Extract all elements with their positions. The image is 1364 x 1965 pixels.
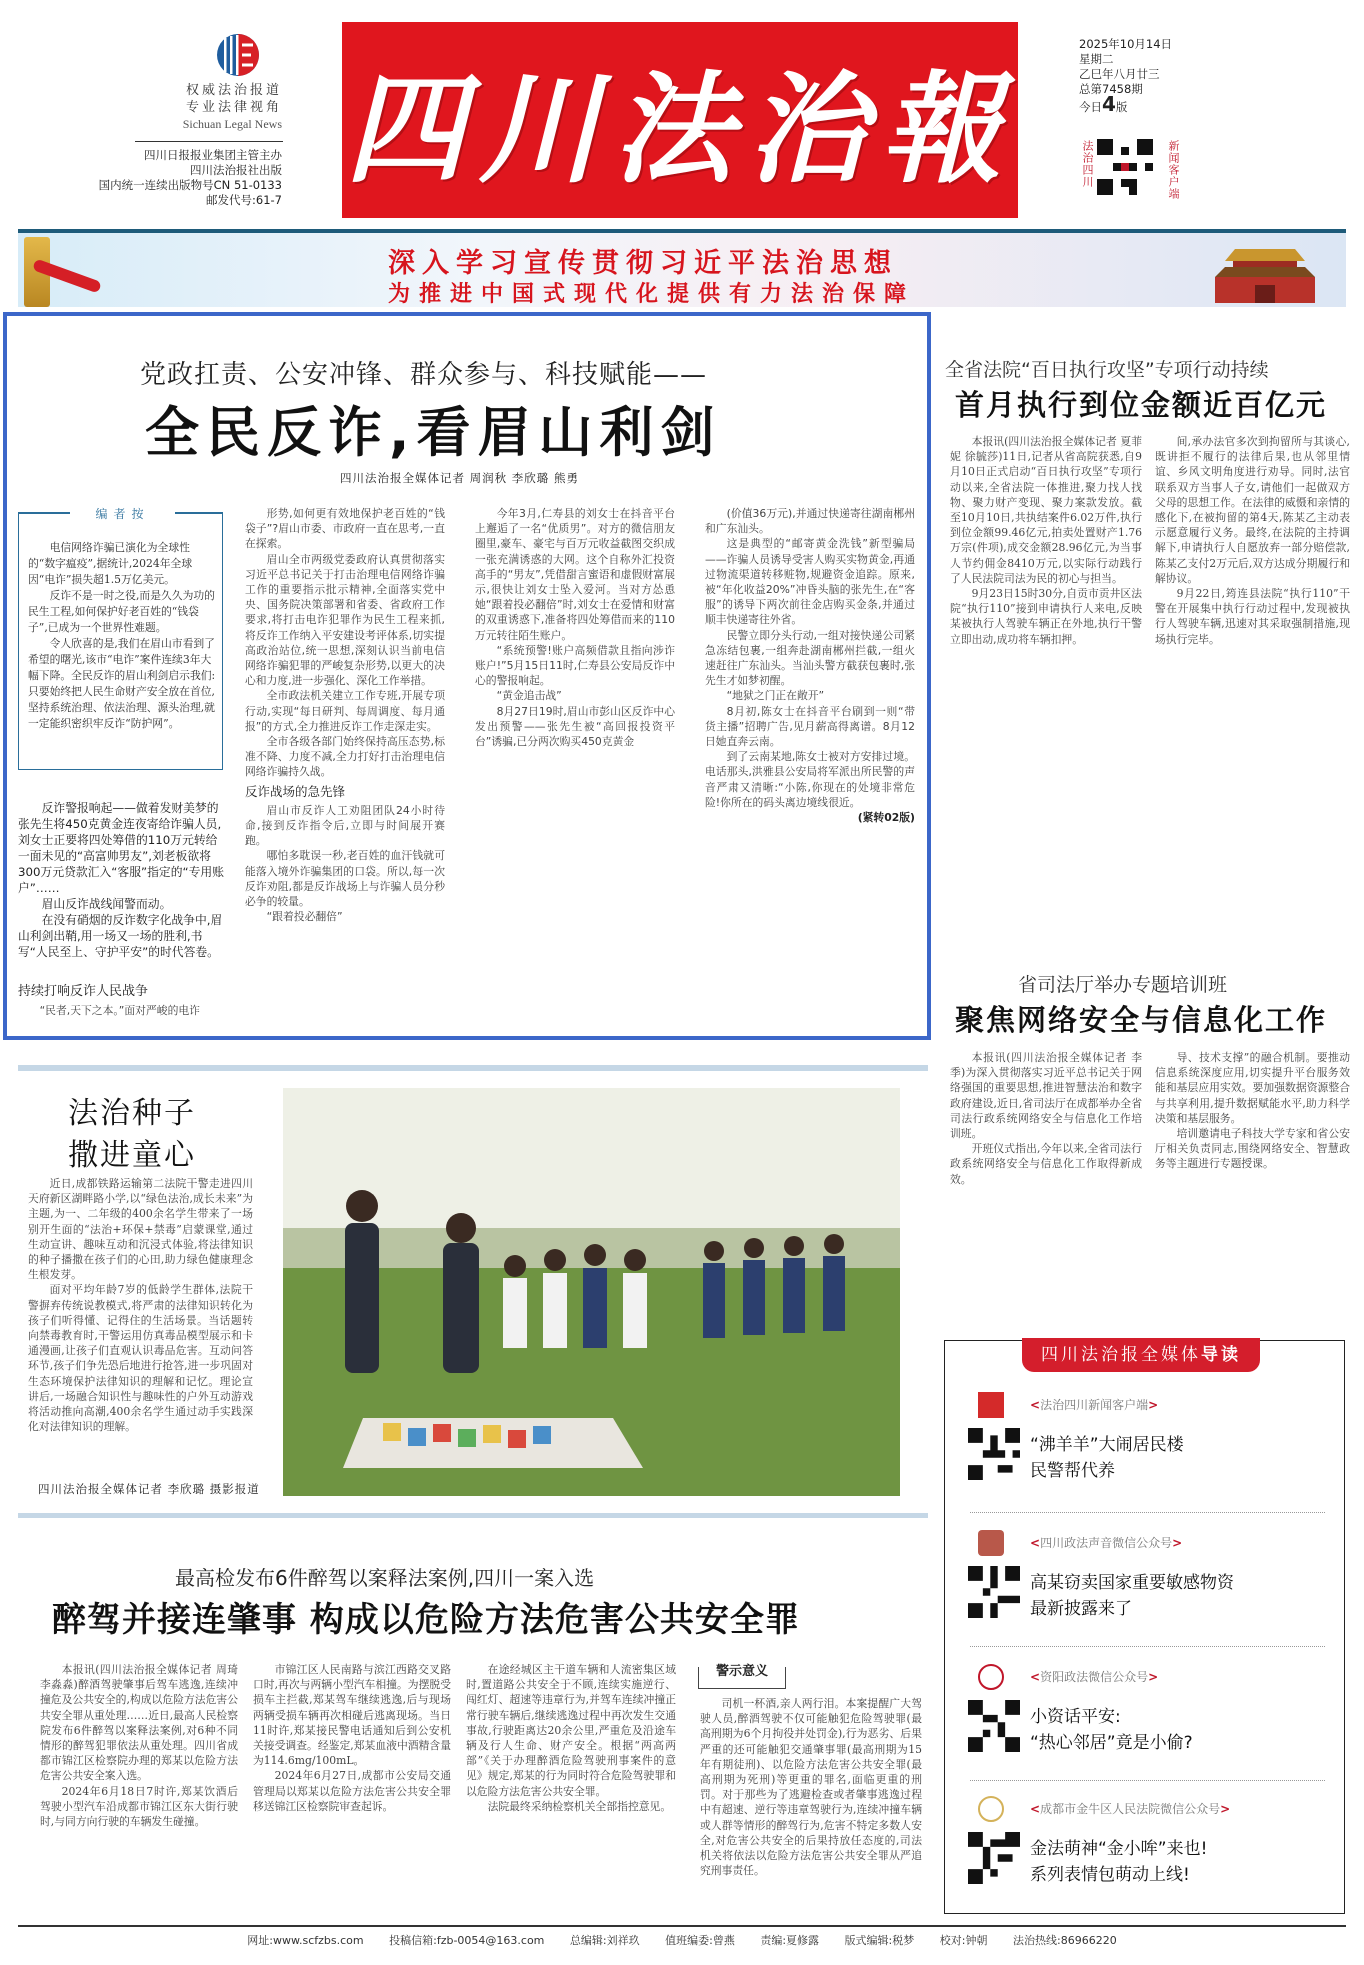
pub-info-line: 邮发代号:61-7 bbox=[206, 193, 282, 207]
body-paragraph: 到了云南某地,陈女士被对方安排过境。电话那头,洪雅县公安局将军派出所民警的声音严肃又清晰:“小陈,你现在的处境非常危险!你所在的码头离边境线很近。 bbox=[705, 750, 915, 809]
banner-line-1: 深入学习宣传贯彻习近平法治思想 bbox=[388, 248, 898, 279]
right1-column-1 bbox=[950, 434, 1142, 944]
guide-headline[interactable] bbox=[1030, 1704, 1193, 1756]
qr-code-icon[interactable] bbox=[968, 1566, 1020, 1618]
footer-email[interactable]: 投稿信箱:fzb-0054@163.com bbox=[389, 1934, 545, 1947]
section-subhead: 持续打响反诈人民战争 bbox=[18, 984, 149, 999]
dd-column-3 bbox=[466, 1662, 676, 1912]
right2-column-1 bbox=[950, 1050, 1142, 1326]
footer-duty-editor: 值班编委:曾燕 bbox=[665, 1934, 735, 1947]
bracket-icon: < bbox=[1030, 1802, 1041, 1816]
page-count-number: 4 bbox=[1102, 92, 1116, 116]
body-paragraph: “地狱之门正在敞开” bbox=[726, 689, 825, 703]
guide-source bbox=[1030, 1800, 1230, 1817]
editor-note-paragraph: 电信网络诈骗已演化为全球性的“数字瘟疫”,据统计,2024年全球因“电诈”损失超1.5万亿美元。 bbox=[28, 541, 193, 586]
dotted-divider bbox=[970, 1780, 1325, 1781]
bracket-icon: < bbox=[1030, 1398, 1041, 1412]
date-block bbox=[1079, 37, 1172, 115]
guide-headline[interactable] bbox=[1030, 1432, 1184, 1484]
bracket-icon: < bbox=[1030, 1536, 1041, 1550]
section-divider bbox=[18, 1065, 928, 1071]
body-paragraph: 2024年6月27日,成都市公安局交通管理局以郑某以危险方法危害公共安全罪移送锦江区检察院审查起诉。 bbox=[253, 1769, 451, 1813]
guide-headline-line: 小资话平安: bbox=[1030, 1707, 1121, 1727]
body-paragraph: 今年3月,仁寿县的刘女士在抖音平台上邂逅了一名“优质男”。对方的微信朋友圈里,豪车、豪宅与百万元收益截图交织成一张充满诱惑的大网。这个自称外汇投资高手的“男友”,凭借甜言蜜语和虚假财富展示,很快让刘女士坠入爱河。当对方怂恿她“跟着投必翻倍”时,刘女士在爱情和财富的双重诱惑下,准备将四处筹借而来的110万元转往陌生账户。 bbox=[475, 507, 675, 642]
masthead-slogans bbox=[130, 82, 282, 133]
feature-headline: 全民反诈,看眉山利剑 bbox=[145, 401, 722, 464]
bracket-icon: > bbox=[1148, 1398, 1159, 1412]
editor-note-title: 编者按 bbox=[70, 505, 175, 522]
media-guide-title bbox=[1022, 1338, 1260, 1372]
guide-headline-line: 最新披露来了 bbox=[1030, 1599, 1132, 1619]
body-paragraph: 面对平均年龄7岁的低龄学生群体,法院干警摒弃传统说教模式,将严肃的法律知识转化为孩子们听得懂、记得住的生活场景。当话题转向禁毒教育时,干警运用仿真毒品模型展示和卡通漫画,让孩子们直观认识毒品危害。互动问答环节,孩子们争先恐后地进行抢答,进一步巩固对生态环境保护法律知识的理解和记忆。理论宣讲后,一场融合知识性与趣味性的户外互动游戏将活动推向高潮,400余名学生通过动手实践深化对法律知识的理解。 bbox=[28, 1283, 253, 1434]
feature-column-2 bbox=[475, 506, 675, 1026]
divider bbox=[135, 141, 283, 142]
body-paragraph: 9月23日15时30分,自贡市贡井区法院“执行110”接到申请执行人来电,反映某被执行人驾驶车辆正在外地,执行干警立即出动,成功将车辆扣押。 bbox=[950, 587, 1142, 646]
guide-source-text: 成都市金牛区人民法院微信公众号 bbox=[1040, 1802, 1221, 1816]
guide-source bbox=[1030, 1668, 1158, 1685]
right1-kicker: 全省法院“百日执行攻坚”专项行动持续 bbox=[945, 359, 1269, 381]
nameplate-text: 四川法治報 bbox=[345, 59, 1015, 200]
lead-paragraph: 眉山反诈战线闻警而动。 bbox=[41, 897, 172, 911]
english-name: Sichuan Legal News bbox=[182, 117, 282, 131]
right2-column-2 bbox=[1155, 1050, 1350, 1326]
dd-column-1 bbox=[40, 1662, 238, 1912]
body-paragraph: 本报讯(四川法治报全媒体记者 夏菲妮 徐毓莎)11日,记者从省高院获悉,自9月10日正式启动“百日执行攻坚”专项行动以来,全省法院一体推进,聚力找人找物、聚力财产变现、聚力案款发放。截至10月10日,共执结案件6.02万件,执行到位金额99.46亿元,拍卖处置财产1.76万宗(件项),成交金额28.96亿元,为当事人节约佣金8410万元,以实际行动践行了人民法院司法为民的初心与担当。 bbox=[950, 435, 1142, 585]
dotted-divider bbox=[970, 1512, 1325, 1513]
editor-note-paragraph: 令人欣喜的是,我们在眉山市看到了希望的曙光,该市“电诈”案件连续3年大幅下降。全民反诈的眉山利剑启示我们:只要始终把人民生命财产安全放在首位,坚持系统治理、依法治理、源头治理,就一定能织密织牢反诈“防护网”。 bbox=[28, 637, 216, 730]
bracket-icon: > bbox=[1148, 1670, 1159, 1684]
body-paragraph: 民警立即分头行动,一组对接快递公司紧急冻结包裹,一组奔赴湖南郴州拦截,一组火速赶往广东汕头。当汕头警方截获包裹时,张先生才如梦初醒。 bbox=[705, 628, 915, 688]
nameplate bbox=[342, 22, 1018, 218]
issue-number: 总第7458期 bbox=[1079, 82, 1143, 96]
footer-proofreader: 校对:钟朝 bbox=[939, 1934, 988, 1947]
sichuan-zhengfa-logo-icon bbox=[978, 1530, 1004, 1556]
body-paragraph: 8月27日19时,眉山市彭山区反诈中心发出预警——张先生被“高回报投资平台”诱骗,已分两次购买450克黄金 bbox=[475, 704, 675, 749]
photo-illustration bbox=[283, 1088, 900, 1496]
footer-chief-editor: 总编辑:刘祥玖 bbox=[569, 1934, 640, 1947]
qr-label-left: 法治四川 bbox=[1081, 140, 1094, 188]
guide-title-bold: 导读 bbox=[1201, 1345, 1241, 1365]
bracket-icon: > bbox=[1172, 1536, 1183, 1550]
court-emblem-icon bbox=[978, 1796, 1004, 1822]
feature-byline: 四川法治报全媒体记者 周润秋 李欣璐 熊勇 bbox=[340, 471, 579, 485]
bracket-icon: > bbox=[1220, 1802, 1231, 1816]
body-paragraph: 本报讯(四川法治报全媒体记者 李季)为深入贯彻落实习近平总书记关于网络强国的重要思想,推进智慧法治和数字政府建设,近日,省司法厅在成都举办全省司法行政系统网络安全与信息化工作培训班。 bbox=[950, 1051, 1142, 1141]
section-divider bbox=[18, 1513, 928, 1518]
photo-credit: 四川法治报全媒体记者 李欣璐 摄影报道 bbox=[38, 1482, 260, 1496]
body-paragraph: 眉山全市两级党委政府认真贯彻落实习近平总书记关于打击治理电信网络诈骗工作的重要指示批示精神,全面落实党中央、国务院决策部署和省委、省政府工作要求,将打击电诈犯罪作为民生工程来抓,将反诈工作纳入平安建设考评体系,切实提高政治站位,统一思想,深刻认识当前电信网络诈骗犯罪的严峻复杂形势,以更大的决心和力度,进一步强化、深化工作举措。 bbox=[245, 552, 445, 688]
body-paragraph: 法院最终采纳检察机关全部指控意见。 bbox=[487, 1799, 672, 1813]
page-count bbox=[1079, 92, 1172, 116]
footer-website[interactable]: 网址:www.scfzbs.com bbox=[247, 1934, 364, 1947]
body-paragraph: 8月初,陈女士在抖音平台刷到一则“带货主播”招聘广告,见月薪高得离谱。8月12日她直奔云南。 bbox=[705, 704, 915, 749]
pub-info-line: 四川日报报业集团主管主办 bbox=[144, 148, 282, 162]
guide-source bbox=[1030, 1534, 1182, 1551]
right2-kicker: 省司法厅举办专题培训班 bbox=[1018, 974, 1228, 996]
body-paragraph: 哪怕多耽误一秒,老百姓的血汗钱就可能落入境外诈骗集团的口袋。所以,每一次反诈劝阻,都是反诈战场上与诈骗人员分秒必争的较量。 bbox=[245, 849, 445, 909]
guide-title-text: 四川法治报全媒体 bbox=[1041, 1345, 1201, 1365]
lunar-date: 乙巳年八月廿三 bbox=[1079, 67, 1160, 81]
guide-source-text: 四川政法声音微信公众号 bbox=[1040, 1536, 1173, 1550]
newspaper-logo-icon bbox=[215, 33, 261, 77]
body-paragraph: “黄金追击战” bbox=[496, 689, 562, 703]
feature-column-1 bbox=[245, 506, 445, 1026]
dd-column-2 bbox=[253, 1662, 451, 1912]
body-paragraph: 培训邀请电子科技大学专家和省公安厅相关负责同志,围绕网络安全、智慧政务等主题进行专题授课。 bbox=[1155, 1127, 1350, 1171]
footer bbox=[0, 1932, 1364, 1948]
guide-headline-line: 系列表情包萌动上线! bbox=[1030, 1865, 1190, 1885]
body-paragraph: (价值36万元),并通过快递寄往湖南郴州和广东汕头。 bbox=[705, 507, 915, 536]
right1-headline: 首月执行到位金额近百亿元 bbox=[955, 388, 1328, 422]
body-paragraph: “系统预警!账户高频借款且指向涉诈账户!”5月15日11时,仁寿县公安局反诈中心的警报响起。 bbox=[475, 643, 675, 688]
page-count-prefix: 今日 bbox=[1079, 100, 1102, 114]
guide-headline[interactable] bbox=[1030, 1570, 1234, 1622]
guide-headline-line: “热心邻居”竟是小偷? bbox=[1030, 1733, 1193, 1753]
footer-rule bbox=[18, 1925, 1346, 1927]
warning-title: 警示意义 bbox=[712, 1660, 772, 1679]
right2-headline: 聚焦网络安全与信息化工作 bbox=[955, 1003, 1328, 1037]
footer-editor: 责编:夏修露 bbox=[760, 1934, 820, 1947]
weekday: 星期二 bbox=[1079, 52, 1114, 66]
guide-headline-line: 民警帮代养 bbox=[1030, 1461, 1115, 1481]
pub-info-line: 四川法治报社出版 bbox=[190, 163, 282, 177]
body-paragraph: 全市政法机关建立工作专班,开展专项行动,实现“每日研判、每周调度、每月通报”的方式,全力推进反诈工作走深走实。 bbox=[245, 689, 445, 733]
body-paragraph: 2024年6月18日7时许,郑某饮酒后驾驶小型汽车沿成都市锦江区东大街行驶时,与同方向行驶的车辆发生碰撞。 bbox=[40, 1784, 238, 1829]
body-paragraph: 导、技术支撑”的融合机制。要推动信息系统深度应用,切实提升平台服务效能和基层应用实效。要加强数据资源整合与共享利用,提升数据赋能水平,助力科学决策和基层服务。 bbox=[1155, 1051, 1350, 1125]
guide-headline-line: 金法萌神“金小哞”来也! bbox=[1030, 1839, 1208, 1859]
seeds-title-line: 法治种子 bbox=[68, 1096, 196, 1131]
body-paragraph: 9月22日,筠连县法院“执行110”干警在开展集中执行行动过程中,发现被执行人驾驶车辆,迅速对其采取强制措施,现场执行完毕。 bbox=[1155, 587, 1350, 646]
body-paragraph: “跟着投必翻倍” bbox=[266, 910, 343, 924]
qr-code-icon[interactable] bbox=[968, 1700, 1020, 1752]
continued-link[interactable]: (紧转02版) bbox=[857, 811, 915, 825]
guide-item[interactable] bbox=[968, 1530, 1328, 1630]
issue-date: 2025年10月14日 bbox=[1079, 37, 1173, 51]
qr-code-icon[interactable] bbox=[1097, 139, 1153, 195]
editor-note-paragraph: 反诈不是一时之役,而是久久为功的民生工程,如何保护好老百姓的“钱袋子”,已成为一个世界性难题。 bbox=[28, 589, 215, 634]
body-paragraph: 开班仪式指出,今年以来,全省司法行政系统网络安全与信息化工作取得新成效。 bbox=[950, 1142, 1142, 1186]
feature-lead bbox=[18, 800, 228, 960]
qr-label-right: 新闻客户端 bbox=[1167, 140, 1180, 200]
qr-code-icon[interactable] bbox=[968, 1428, 1020, 1480]
news-photo bbox=[283, 1088, 900, 1496]
publication-info bbox=[70, 148, 282, 208]
slogan-2: 专业法律视角 bbox=[185, 100, 282, 115]
lead-paragraph: 反诈警报响起——做着发财美梦的张先生将450克黄金连夜寄给诈骗人员,刘女士正要将四处筹借的110万元转给一面未见的“高富帅男友”,刘老板欲将300万元贷款汇入“客服”指定的“专用账户”…… bbox=[18, 801, 225, 895]
bracket-icon: < bbox=[1030, 1670, 1041, 1684]
editor-note-text bbox=[28, 540, 216, 732]
guide-source bbox=[1030, 1396, 1158, 1413]
body-paragraph: 全市各级各部门始终保持高压态势,标准不降、力度不减,全力打好打击治理电信网络诈骗持久战。 bbox=[245, 735, 445, 779]
lead-paragraph: 在没有硝烟的反诈数字化战争中,眉山利剑出鞘,用一场又一场的胜利,书写“人民至上、守护平安”的时代答卷。 bbox=[18, 913, 223, 959]
body-paragraph: 在途经城区主干道车辆和人流密集区域时,置道路公共安全于不顾,连续实施逆行、闯红灯、超速等违章行为,并驾车连续冲撞正常行驶车辆后,继续逃逸过程中再次发生交通事故,行驶距离达20余公里,严重危及沿途车辆及行人生命、财产安全。根据“两高两部”《关于办理醉酒危险驾驶刑事案件的意见》规定,郑某的行为同时符合危险驾驶罪和以危险方法危害公共安全罪。 bbox=[466, 1663, 676, 1798]
guide-headline-line: “沸羊羊”大闹居民楼 bbox=[1030, 1435, 1184, 1455]
fazhi-sichuan-logo-icon bbox=[978, 1392, 1004, 1418]
pub-info-line: 国内统一连续出版物号CN 51-0133 bbox=[98, 178, 282, 192]
body-paragraph: 本报讯(四川法治报全媒体记者 周琦 李淼淼)醉酒驾驶肇事后驾车逃逸,连续冲撞危及公共安全的,构成以危险方法危害公共安全罪从重处理……近日,最高人民检察院发布6件醉驾以案释法案例,对6种不同情形的醉驾犯罪依法从重处理。四川省成都市锦江区检察院办理的郑某以危险方法危害公共安全案入选。 bbox=[40, 1663, 238, 1783]
dd-headline: 醉驾并接连肇事 构成以危险方法危害公共安全罪 bbox=[52, 1600, 800, 1640]
footer-hotline: 法治热线:86966220 bbox=[1013, 1934, 1117, 1947]
warning-text: 司机一杯酒,亲人两行泪。本案提醒广大驾驶人员,醉酒驾驶不仅可能触犯危险驾驶罪(最高刑期为6个月拘役并处罚金),行为恶劣、后果严重的还可能触犯交通肇事罪(最高刑期为15年有期徒刑)、以危险方法危害公共安全罪(最高刑期为死刑)等更重的罪名,面临更重的刑罚。对于那些为了逃避检查或者肇事逃逸过程中有超速、逆行等违章驾驶行为,连续冲撞车辆或人群等情形的醉驾行为,危害不特定多数人安全,对危害公共安全的后果持放任态度的,司法机关将依法以危险方法危害公共安全罪从严追究刑事责任。 bbox=[700, 1697, 922, 1878]
guide-headline-line: 高某窃卖国家重要敏感物资 bbox=[1030, 1573, 1234, 1593]
body-paragraph: 形势,如何更有效地保护老百姓的“钱袋子”?眉山市委、市政府一直在思考,一直在探索。 bbox=[245, 507, 445, 551]
body-paragraph: 眉山市反诈人工劝阻团队24小时待命,接到反诈指令后,立即与时间展开赛跑。 bbox=[245, 803, 445, 848]
seeds-title-line: 撒进童心 bbox=[68, 1138, 196, 1173]
dd-kicker: 最高检发布6件醉驾以案释法案例,四川一案入选 bbox=[175, 1566, 595, 1590]
theme-banner bbox=[18, 229, 1346, 307]
guide-source-text: 资阳政法微信公众号 bbox=[1040, 1670, 1149, 1684]
dotted-divider bbox=[970, 1646, 1325, 1647]
guide-item[interactable] bbox=[968, 1664, 1328, 1764]
right1-column-2 bbox=[1155, 434, 1350, 944]
tiananmen-icon bbox=[1205, 237, 1320, 303]
feature-column-3 bbox=[705, 506, 915, 1026]
body-text: “民者,天下之本。”面对严峻的电诈 bbox=[39, 1004, 200, 1017]
party-emblem-icon bbox=[978, 1664, 1004, 1690]
feature-kicker: 党政扛责、公安冲锋、群众参与、科技赋能—— bbox=[140, 360, 708, 390]
guide-headline[interactable] bbox=[1030, 1836, 1207, 1888]
body-paragraph: 近日,成都铁路运输第二法院干警走进四川天府新区湖畔路小学,以“绿色法治,成长未来”为主题,为一、二年级的400余名学生带来了一场别开生面的“法治+环保+禁毒”启蒙课堂,通过生动宣讲、趣味互动和沉浸式体验,将法律知识的种子播撒在孩子们的心田,助力绿色健康理念生根发芽。 bbox=[28, 1177, 253, 1282]
guide-item[interactable] bbox=[968, 1392, 1328, 1492]
footer-layout-editor: 版式编辑:税梦 bbox=[844, 1934, 915, 1947]
section-subhead: 反诈战场的急先锋 bbox=[245, 783, 346, 799]
banner-line-2: 为推进中国式现代化提供有力法治保障 bbox=[388, 282, 916, 307]
slogan-1: 权威法治报道 bbox=[185, 83, 282, 98]
body-paragraph: 这是典型的“邮寄黄金洗钱”新型骗局——诈骗人员诱导受害人购买实物黄金,再通过物流渠道转移赃物,规避资金追踪。原来,被“年化收益20%”冲昏头脑的张先生,在“客服”的诱导下两次前往金店购买金条,并通过顺丰快递寄往外省。 bbox=[705, 537, 915, 627]
qr-code-icon[interactable] bbox=[968, 1832, 1020, 1884]
guide-source-text: 法治四川新闻客户端 bbox=[1040, 1398, 1149, 1412]
body-paragraph: 市锦江区人民南路与滨江西路交叉路口时,再次与两辆小型汽车相撞。为摆脱受损车主拦截,郑某驾车继续逃逸,后与现场两辆受损车辆再次相碰后逃离现场。当日11时许,郑某接民警电话通知后到公安机关接受调查。经鉴定,郑某血液中酒精含量为114.6mg/100mL。 bbox=[253, 1663, 451, 1768]
seeds-title bbox=[68, 1093, 196, 1177]
seeds-body bbox=[28, 1176, 253, 1476]
guide-item[interactable] bbox=[968, 1796, 1328, 1896]
page-count-suffix: 版 bbox=[1115, 100, 1128, 114]
body-paragraph: 间,承办法官多次到拘留所与其谈心,既讲拒不履行的法律后果,也从邻里情谊、乡风文明角度进行劝导。同时,法官联系双方当事人子女,请他们一起做双方父母的思想工作。在法律的威慑和亲情的感化下,在被拘留的第4天,陈某乙主动表示愿意履行义务。最终,在法院的主持调解下,申请执行人自愿放弃一部分赔偿款,陈某乙支付2万元后,双方达成分期履行和解协议。 bbox=[1155, 435, 1350, 585]
